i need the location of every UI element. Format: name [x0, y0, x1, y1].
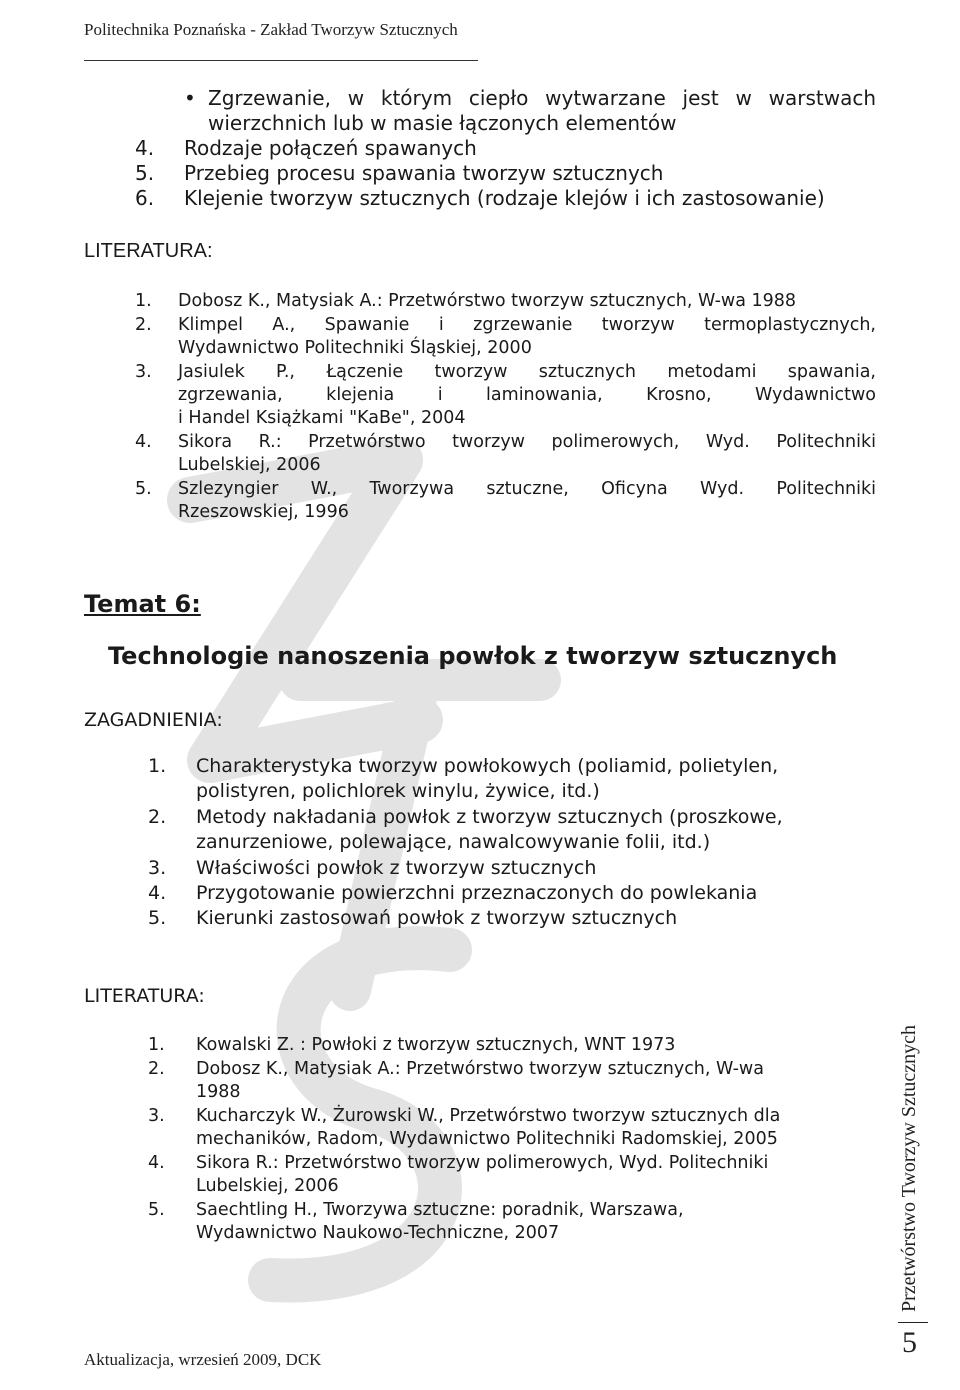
bullet-line: wierzchnich lub w masie łączonych elementów [208, 111, 677, 135]
list-item-num: 2. [148, 806, 167, 828]
list-item-num: 4. [148, 1153, 165, 1173]
list-item-num: 4. [135, 136, 155, 160]
footer-update: Aktualizacja, wrzesień 2009, DCK [84, 1350, 322, 1369]
bullet-line: Zgrzewanie, w którym ciepło wytwarzane jest w warstwach [208, 86, 876, 110]
list-item-text: Przygotowanie powierzchni przeznaczonych do powlekania [196, 882, 758, 904]
list-item-num: 3. [148, 1106, 165, 1126]
page-number: 5 [902, 1326, 917, 1359]
list-item-num: 1. [135, 291, 152, 311]
list-item-num: 1. [148, 1035, 165, 1055]
list-item-num: 2. [148, 1059, 165, 1079]
list-item-num: 3. [135, 362, 152, 382]
topic-title: Technologie nanoszenia powłok z tworzyw sztucznych [108, 642, 838, 670]
list-item-text: Klejenie tworzyw sztucznych (rodzaje klejów i ich zastosowanie) [184, 186, 825, 210]
list-item-text: polistyren, polichlorek winylu, żywice, itd.) [196, 780, 600, 802]
list-item-text: Dobosz K., Matysiak A.: Przetwórstwo tworzyw sztucznych, W-wa 1988 [178, 291, 797, 311]
side-running-title: Przetwórstwo Tworzyw Sztucznych [898, 1024, 920, 1312]
list-item-text: Jasiulek P., Łączenie tworzyw sztucznych metodami spawania, [178, 362, 876, 382]
list-item-text: Wydawnictwo Naukowo-Techniczne, 2007 [196, 1223, 560, 1243]
list-item-text: Szlezyngier W., Tworzywa sztuczne, Oficyna Wyd. Politechniki [178, 479, 876, 499]
list-item-text: zanurzeniowe, polewające, nawalcowywanie folii, itd.) [196, 831, 711, 853]
list-item-text: Saechtling H., Tworzywa sztuczne: poradnik, Warszawa, [196, 1200, 684, 1220]
list-item-num: 5. [148, 907, 167, 929]
list-item-text: 1988 [196, 1082, 241, 1102]
topic-label: Temat 6: [84, 590, 201, 618]
list-item-num: 5. [148, 1200, 165, 1220]
list-item-text: Wydawnictwo Politechniki Śląskiej, 2000 [178, 338, 532, 358]
list-item-text: Rzeszowskiej, 1996 [178, 502, 349, 522]
list-item-text: Sikora R.: Przetwórstwo tworzyw polimerowych, Wyd. Politechniki [178, 432, 876, 452]
bullet-glyph: • [184, 86, 196, 110]
list-item-text: mechaników, Radom, Wydawnictwo Politechniki Radomskiej, 2005 [196, 1129, 778, 1149]
list-item-text: zgrzewania, klejenia i laminowania, Krosno, Wydawnictwo [178, 385, 876, 405]
header-title: Politechnika Poznańska - Zakład Tworzyw Sztucznych [84, 20, 458, 39]
list-item-text: i Handel Książkami "KaBe", 2004 [178, 408, 466, 428]
list-item-text: Klimpel A., Spawanie i zgrzewanie tworzyw termoplastycznych, [178, 315, 876, 335]
list-item-num: 5. [135, 479, 152, 499]
list-item-num: 4. [148, 882, 167, 904]
list-item-num: 6. [135, 186, 155, 210]
list-item-num: 3. [148, 857, 167, 879]
list-item-text: Sikora R.: Przetwórstwo tworzyw polimerowych, Wyd. Politechniki [196, 1153, 769, 1173]
list-item-text: Lubelskiej, 2006 [196, 1176, 339, 1196]
list-item-text: Kierunki zastosowań powłok z tworzyw sztucznych [196, 907, 678, 929]
list-item-num: 1. [148, 755, 167, 777]
literature-heading: LITERATURA: [84, 240, 213, 262]
list-item-text: Kowalski Z. : Powłoki z tworzyw sztucznych, WNT 1973 [196, 1035, 676, 1055]
list-item-num: 4. [135, 432, 152, 452]
list-item-text: Rodzaje połączeń spawanych [184, 136, 477, 160]
literature-heading: LITERATURA: [84, 985, 205, 1007]
list-item-num: 2. [135, 315, 152, 335]
list-item-num: 5. [135, 161, 155, 185]
list-item-text: Metody nakładania powłok z tworzyw sztucznych (proszkowe, [196, 806, 783, 828]
list-item-text: Dobosz K., Matysiak A.: Przetwórstwo tworzyw sztucznych, W-wa [196, 1059, 764, 1079]
list-item-text: Lubelskiej, 2006 [178, 455, 321, 475]
issues-heading: ZAGADNIENIA: [84, 709, 223, 731]
list-item-text: Właściwości powłok z tworzyw sztucznych [196, 857, 597, 879]
list-item-text: Charakterystyka tworzyw powłokowych (poliamid, polietylen, [196, 755, 779, 777]
header-rule [84, 60, 478, 61]
list-item-text: Kucharczyk W., Żurowski W., Przetwórstwo tworzyw sztucznych dla [196, 1106, 781, 1126]
page-number-rule [898, 1322, 928, 1323]
list-item-text: Przebieg procesu spawania tworzyw sztucznych [184, 161, 664, 185]
